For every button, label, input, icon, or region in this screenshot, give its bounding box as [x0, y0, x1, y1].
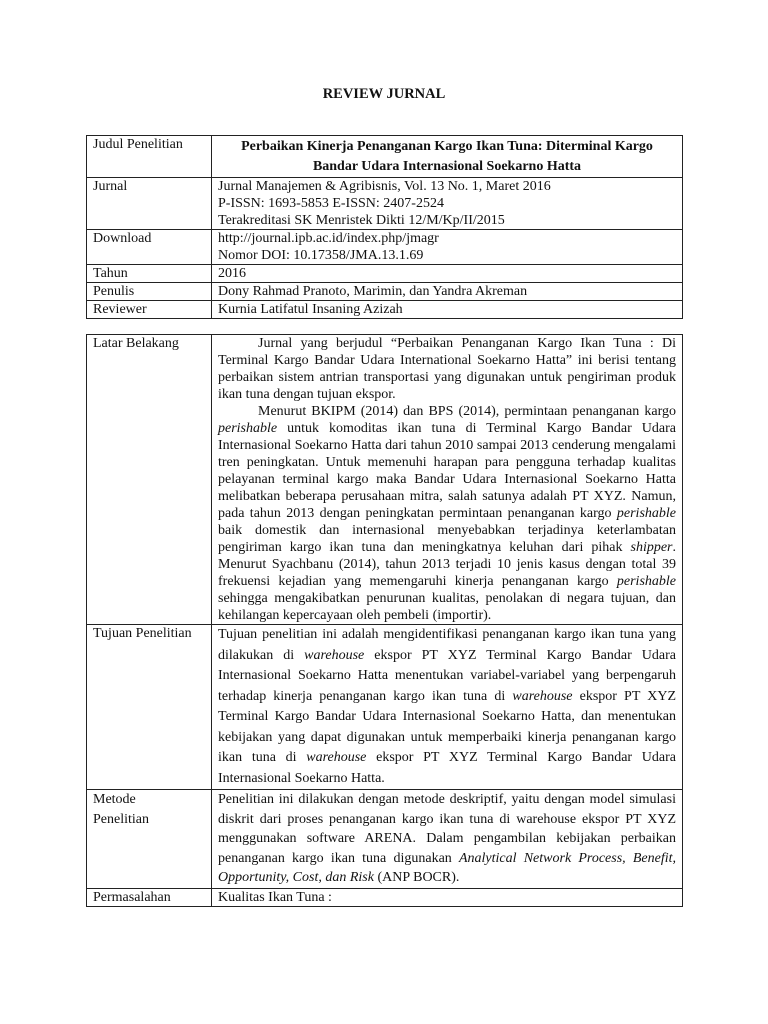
label-latar-belakang: Latar Belakang — [87, 335, 212, 625]
italic-term: warehouse — [306, 750, 367, 765]
jurnal-line-2: P-ISSN: 1693-5853 E-ISSN: 2407-2524 — [218, 196, 444, 211]
label-jurnal: Jurnal — [87, 178, 212, 230]
table-row — [87, 301, 683, 319]
latar-paragraph-2 — [218, 403, 676, 624]
value-jurnal — [212, 178, 683, 230]
table-row — [87, 283, 683, 301]
table-row — [87, 888, 683, 906]
label-permasalahan: Permasalahan — [87, 888, 212, 906]
journal-info-table — [86, 135, 683, 319]
text-run: untuk komoditas ikan tuna di Terminal Kargo Bandar Udara Internasional Soekarno Hatta dari tahun 2010 sampai 2013 cenderung mengalami tren peningkatan. Untuk memenuhi harapan para pengguna terhadap kualitas pelayanan terminal kargo maka Bandar Udara Internasional Soekarno Hatta melibatkan beberapa perusahaan mitra, salah satunya adalah PT XYZ. Namun, pada tahun 2013 dengan peningkatan permintaan penanganan kargo — [218, 421, 676, 521]
table-row — [87, 136, 683, 178]
text-run: Tujuan penelitian ini adalah mengidentifikasi penanganan kargo ikan tuna yang dilakukan di — [218, 627, 676, 663]
text-run: ekspor PT XYZ Terminal Kargo Bandar Udara Internasional Soekarno Hatta, dan menentukan kebijakan yang dapat digunakan untuk memperbaiki kinerja penanganan kargo ikan tuna di — [218, 688, 677, 765]
label-reviewer: Reviewer — [87, 301, 212, 319]
italic-term: perishable — [616, 574, 676, 589]
document-title: REVIEW JURNAL — [322, 86, 446, 102]
value-judul: Perbaikan Kinerja Penanganan Kargo Ikan Tuna: Diterminal Kargo Bandar Udara Internasional Soekarno Hatta — [212, 136, 683, 178]
text-run: ekspor PT XYZ Terminal Kargo Bandar Udara Internasional Soekarno Hatta menentukan variabel-variabel yang berpengaruh terhadap kinerja penanganan kargo ikan tuna di — [218, 647, 676, 704]
review-detail-table — [86, 334, 683, 907]
table-row — [87, 790, 683, 889]
jurnal-line-1: Jurnal Manajemen & Agribisnis, Vol. 13 No. 1, Maret 2016 — [218, 179, 551, 194]
text-run: ekspor PT XYZ Terminal Kargo Bandar Udara Internasional Soekarno Hatta. — [218, 750, 676, 786]
italic-term: Analytical Network Process, Benefit, Opportunity, Cost, dan Risk — [218, 850, 676, 885]
table-row — [87, 178, 683, 230]
value-metode-penelitian — [212, 790, 683, 889]
value-penulis: Dony Rahmad Pranoto, Marimin, dan Yandra Akreman — [212, 283, 683, 301]
table-row — [87, 335, 683, 625]
label-download: Download — [87, 230, 212, 265]
label-penulis: Penulis — [87, 283, 212, 301]
download-link[interactable]: http://journal.ipb.ac.id/index.php/jmagr — [218, 231, 439, 246]
value-latar-belakang — [212, 335, 683, 625]
italic-term: perishable — [218, 421, 278, 436]
label-metode-line-2: Penelitian — [93, 811, 149, 827]
text-run: Menurut BKIPM (2014) dan BPS (2014), permintaan penanganan kargo — [258, 404, 676, 419]
text-run: (ANP BOCR). — [373, 870, 460, 885]
table-row — [87, 625, 683, 790]
latar-paragraph-1: Jurnal yang berjudul “Perbaikan Penanganan Kargo Ikan Tuna : Di Terminal Kargo Bandar Udara International Soekarno Hatta” ini berisi tentang perbaikan sistem antrian transportasi yang digunakan untuk pengiriman produk ikan tuna dengan tujuan ekspor. — [218, 336, 676, 402]
italic-term: shipper — [630, 540, 673, 555]
label-metode-line-1: Metode — [93, 792, 136, 807]
value-download — [212, 230, 683, 265]
text-run: baik domestik dan internasional menyebabkan terjadinya keterlambatan pengiriman kargo ikan tuna dan meningkatnya keluhan dari pihak — [218, 523, 676, 555]
label-judul: Judul Penelitian — [87, 136, 212, 178]
table-row — [87, 230, 683, 265]
table-row — [87, 265, 683, 283]
label-metode-penelitian — [87, 790, 212, 889]
value-permasalahan: Kualitas Ikan Tuna : — [212, 888, 683, 906]
jurnal-line-3: Terakreditasi SK Menristek Dikti 12/M/Kp/II/2015 — [218, 213, 505, 228]
text-run: sehingga mengakibatkan penurunan kualitas, penolakan di negara tujuan, dan kehilangan kepercayaan oleh pembeli (importir). — [218, 591, 676, 623]
value-reviewer: Kurnia Latifatul Insaning Azizah — [212, 301, 683, 319]
value-tujuan-penelitian — [212, 625, 683, 790]
italic-term: warehouse — [304, 647, 365, 663]
text-run: Penelitian ini dilakukan dengan metode deskriptif, yaitu dengan model simulasi diskrit dari proses penanganan kargo ikan tuna di warehouse ekspor PT XYZ menggunakan software ARENA. Dalam pengambilan kebijakan perbaikan penanganan kargo ikan tuna digunakan — [218, 792, 676, 866]
text-run: . Menurut Syachbanu (2014), tahun 2013 terjadi 10 jenis kasus dengan total 39 frekuensi kejadian yang memengaruhi kinerja penanganan kargo — [218, 540, 676, 589]
italic-term: perishable — [616, 506, 676, 521]
label-tujuan-penelitian: Tujuan Penelitian — [87, 625, 212, 790]
value-tahun: 2016 — [212, 265, 683, 283]
italic-term: warehouse — [512, 688, 573, 704]
label-tahun: Tahun — [87, 265, 212, 283]
doi-text: Nomor DOI: 10.17358/JMA.13.1.69 — [218, 248, 424, 263]
